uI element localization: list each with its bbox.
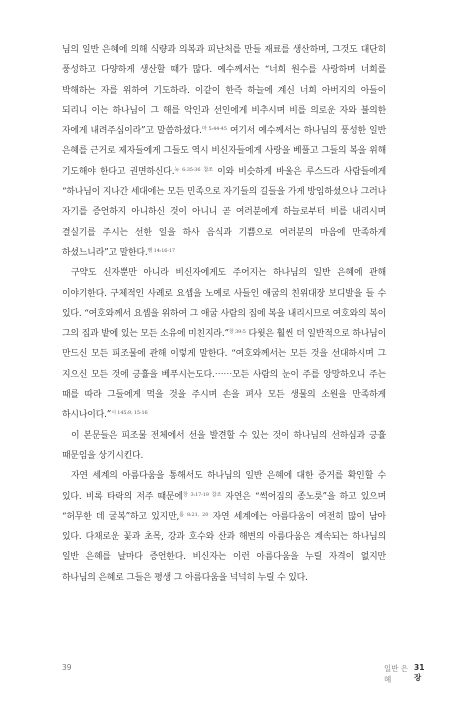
paragraph-text: 이 본문들은 피조물 전체에서 선을 발견할 수 있는 것이 하나님의 선하심과 긍휼 때문임을 상기시킨다. xyxy=(62,430,386,461)
body-text xyxy=(62,40,386,588)
paragraph-text: 다윗은 훨씬 더 일반적으로 하나님이 만드신 모든 피조물에 관해 이렇게 말한다. “여호와께서는 모든 것을 선대하시며 그 지으신 모든 것에 긍휼을 베푸시는도다.⋯⋯모든 사람의 눈이 주를 앙망하오니 주는 때를 따라 그들에게 먹을 것을 주시며 손을 펴사 모든 생물의 소원을 만족하게 하시나이다.” xyxy=(62,329,387,421)
page-number: 39 xyxy=(62,663,72,672)
paragraph-text: 자연은 “썩어짐의 종노릇”을 하고 있으며 “허무한 데 굴복”하고 있지만, xyxy=(62,491,387,522)
scripture-reference: 창 39:5 xyxy=(228,329,246,336)
paragraph-text: 이와 비슷하게 바울은 루스드라 사람들에게 “하나님이 지나간 세대에는 모든 민족으로 자기들의 길들을 가게 방임하셨으나 그러나 자기를 증언하지 아니하신 것이 아니니 곧 여러분에게 하늘로부터 비를 내리시며 결실기를 주시는 선한 일을 하사 음식과 기쁨으로 여러분의 마음에 만족하게 하셨느니라”고 말한다. xyxy=(62,166,386,258)
scripture-reference: 창 3:17-19 참조 xyxy=(182,491,222,498)
chapter-label: 31장 xyxy=(414,663,425,682)
scripture-reference: 행 14:16-17 xyxy=(147,247,175,254)
scripture-reference: 눅 6:35-36 참조 xyxy=(174,166,213,173)
paragraph xyxy=(62,426,386,467)
scripture-reference: 시 145:9, 15-16 xyxy=(111,410,148,417)
paragraph-text: 자연 세계에는 아름다움이 여전히 많이 남아 있다. 다채로운 꽃과 초목, 강과 호수와 산과 해변의 아름다움은 계속되는 하나님의 일반 은혜를 날마다 증언한다. 비신자는 이런 아름다움을 누릴 자격이 없지만 하나님의 은혜로 그들은 평생 그 아름다움을 넉넉히 누릴 수 있다. xyxy=(62,511,386,583)
scripture-reference: 마 5:44-45 xyxy=(201,126,227,133)
paragraph xyxy=(62,466,386,588)
paragraph-text: 구약도 신자뿐만 아니라 비신자에게도 주어지는 하나님의 일반 은혜에 관해 이야기한다. 구체적인 사례로 요셉을 노예로 사들인 애굽의 친위대장 보디발을 들 수 있다. “여호와께서 요셉을 위하여 그 애굽 사람의 집에 복을 내리시므로 여호와의 복이 그의 집과 밭에 있는 모든 소유에 미친지라.” xyxy=(62,268,386,340)
paragraph-text: 자연 세계의 아름다움을 통해서도 하나님의 일반 은혜에 대한 증거를 확인할 수 있다. 비록 타락의 저주 때문에 xyxy=(62,471,386,502)
paragraph xyxy=(62,40,386,263)
paragraph-text: 여기서 예수께서는 하나님의 풍성한 일반 은혜를 근거로 제자들에게 그들도 역시 비신자들에게 사랑을 베풀고 그들의 복을 위해 기도해야 한다고 권면하신다. xyxy=(62,126,386,177)
paragraph xyxy=(62,263,386,425)
page-footer xyxy=(62,663,425,684)
running-title: 일반 은혜 xyxy=(384,664,409,684)
paragraph-text: 님의 일반 은혜에 의해 식량과 의복과 피난처를 만들 재료를 생산하며, 그것도 대단히 풍성하고 다양하게 생산할 때가 많다. 예수께서는 “너희 원수를 사랑하며 너희를 박해하는 자를 위하여 기도하라. 이같이 한즉 하늘에 계신 너희 아버지의 아들이 되리니 이는 하나님이 그 해를 악인과 선인에게 비추시며 비를 의로운 자와 불의한 자에게 내려주심이라”고 말씀하셨다. xyxy=(62,45,386,137)
scripture-reference: 롬 8:21, 20 xyxy=(179,511,209,518)
